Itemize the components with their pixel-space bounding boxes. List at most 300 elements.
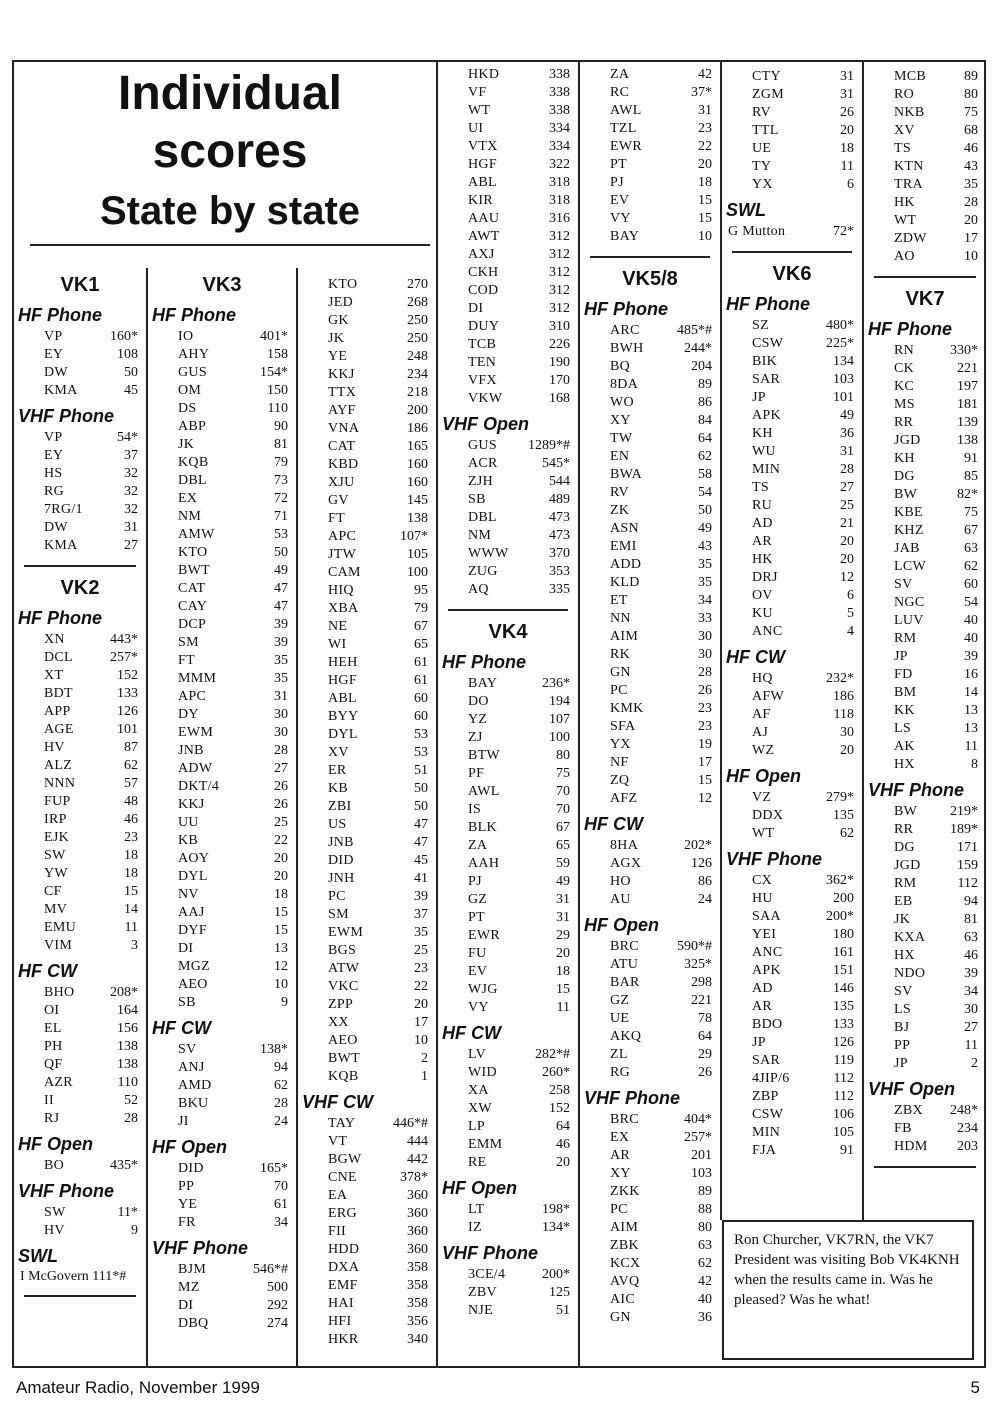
score: 15 — [698, 193, 712, 208]
score-row — [300, 744, 434, 762]
score: 9 — [281, 995, 288, 1010]
callsign: JNB — [178, 743, 204, 758]
callsign: HU — [752, 891, 773, 906]
callsign: RE — [468, 1155, 487, 1170]
callsign: WID — [468, 1065, 497, 1080]
score: 89 — [698, 377, 712, 392]
score-row — [300, 708, 434, 726]
score: 250 — [407, 331, 428, 346]
callsign: HDD — [328, 1242, 360, 1257]
score: 43 — [698, 539, 712, 554]
score: 45 — [124, 383, 138, 398]
callsign: VTX — [468, 139, 498, 154]
score: 125 — [549, 1285, 570, 1300]
score: 49 — [840, 408, 854, 423]
score: 189* — [950, 822, 978, 837]
state-vk5: VK5/8 — [622, 268, 678, 290]
score: 62 — [124, 758, 138, 773]
score: 86 — [698, 395, 712, 410]
score: 234 — [407, 367, 428, 382]
cat-vk6top-swl: SWL — [726, 200, 766, 220]
score-row — [866, 702, 984, 720]
score: 138* — [260, 1042, 288, 1057]
score: 340 — [407, 1332, 428, 1347]
score-row — [16, 631, 144, 649]
score-row — [16, 537, 144, 555]
callsign: KU — [752, 606, 773, 621]
score-row — [866, 594, 984, 612]
score-row — [866, 576, 984, 594]
score-row — [724, 407, 860, 425]
score: 138 — [117, 1039, 138, 1054]
callsign: FT — [178, 653, 195, 668]
score-row — [866, 486, 984, 504]
score-row — [150, 1160, 294, 1178]
score: 22 — [698, 139, 712, 154]
score-row — [440, 473, 576, 491]
score-row — [150, 382, 294, 400]
callsign: CSW — [752, 336, 784, 351]
callsign: AWL — [468, 784, 500, 799]
score: 62 — [840, 826, 854, 841]
callsign: AAU — [468, 211, 500, 226]
score-row — [866, 839, 984, 857]
score: 23 — [698, 701, 712, 716]
callsign: EV — [610, 193, 630, 208]
score-row — [16, 364, 144, 382]
score-row — [16, 667, 144, 685]
score: 60 — [414, 709, 428, 724]
callsign: BDT — [44, 686, 73, 701]
callsign: JP — [752, 390, 766, 405]
callsign: ET — [610, 593, 628, 608]
score-row — [582, 520, 718, 538]
score: 5 — [847, 606, 854, 621]
score: 67 — [414, 619, 428, 634]
callsign: SV — [894, 577, 913, 592]
score: 73 — [274, 473, 288, 488]
cat-vk2-hfphone: HF Phone — [18, 608, 102, 628]
score-row — [440, 981, 576, 999]
score-row — [724, 68, 860, 86]
callsign: NM — [468, 528, 492, 543]
callsign: GN — [610, 665, 631, 680]
callsign: LV — [468, 1047, 486, 1062]
callsign: HX — [894, 757, 915, 772]
score-row — [300, 330, 434, 348]
score-row — [866, 540, 984, 558]
score: 360 — [407, 1188, 428, 1203]
score: 67 — [964, 523, 978, 538]
score: 139 — [957, 415, 978, 430]
score-list — [150, 328, 294, 1012]
score-row — [582, 992, 718, 1010]
cat-vk5-hfcw: HF CW — [584, 814, 643, 834]
callsign: ADW — [178, 761, 213, 776]
score: 312 — [549, 247, 570, 262]
callsign: CAT — [328, 439, 356, 454]
score: 4 — [847, 624, 854, 639]
callsign: APK — [752, 963, 781, 978]
score: 112 — [833, 1071, 854, 1086]
cat-vk6-vhfphone: VHF Phone — [726, 849, 823, 869]
score-row — [724, 335, 860, 353]
score-row — [582, 84, 718, 102]
score-row — [300, 636, 434, 654]
callsign: EMI — [610, 539, 637, 554]
score-row — [724, 515, 860, 533]
score: 28 — [124, 1111, 138, 1126]
score-row — [724, 980, 860, 998]
score: 298 — [691, 975, 712, 990]
score: 71 — [274, 509, 288, 524]
callsign: KKJ — [328, 367, 355, 382]
score: 11 — [964, 739, 978, 754]
score-row — [16, 429, 144, 447]
callsign: ZKK — [610, 1184, 640, 1199]
callsign: DCL — [44, 650, 73, 665]
score-list — [440, 1201, 576, 1237]
callsign: BLK — [468, 820, 497, 835]
score: 544 — [549, 474, 570, 489]
score: 443* — [110, 632, 138, 647]
score-row — [582, 192, 718, 210]
score-row — [866, 738, 984, 756]
callsign: LUV — [894, 613, 924, 628]
score: 590*# — [677, 939, 712, 954]
score-row — [440, 711, 576, 729]
score: 203 — [957, 1139, 978, 1154]
score-row — [300, 546, 434, 564]
score: 17 — [964, 231, 978, 246]
score: 25 — [414, 943, 428, 958]
score: 112 — [833, 1089, 854, 1104]
callsign: VZ — [752, 790, 772, 805]
callsign: WT — [468, 103, 491, 118]
score-row — [440, 765, 576, 783]
score: 61 — [274, 1197, 288, 1212]
score-row — [300, 654, 434, 672]
callsign: VP — [44, 329, 63, 344]
score: 244* — [684, 341, 712, 356]
callsign: AXJ — [468, 247, 495, 262]
callsign: DUY — [468, 319, 500, 334]
callsign: FB — [894, 1121, 912, 1136]
score: 20 — [840, 534, 854, 549]
score: 26 — [274, 797, 288, 812]
score-row — [866, 1037, 984, 1055]
score: 54 — [698, 485, 712, 500]
score-row — [440, 1154, 576, 1172]
callsign: KTO — [178, 545, 208, 560]
score-row — [16, 793, 144, 811]
score: 107* — [400, 529, 428, 544]
score: 20 — [556, 946, 570, 961]
score: 47 — [274, 581, 288, 596]
score-row — [440, 390, 576, 408]
score: 45 — [414, 853, 428, 868]
score: 126 — [117, 704, 138, 719]
score-row — [300, 384, 434, 402]
callsign: AHY — [178, 347, 210, 362]
score: 10 — [274, 977, 288, 992]
callsign: II — [44, 1093, 54, 1108]
score-row — [300, 528, 434, 546]
score: 64 — [698, 1029, 712, 1044]
score-row — [724, 479, 860, 497]
score: 8 — [971, 757, 978, 772]
score-row — [866, 212, 984, 230]
score-row — [866, 756, 984, 774]
callsign: IO — [178, 329, 194, 344]
score-row — [440, 491, 576, 509]
callsign: LCW — [894, 559, 927, 574]
score: 118 — [833, 707, 854, 722]
callsign: DID — [328, 853, 354, 868]
score-row — [440, 675, 576, 693]
score: 62 — [698, 1256, 712, 1271]
score: 152 — [549, 1101, 570, 1116]
score: 23 — [414, 961, 428, 976]
score-row — [150, 454, 294, 472]
score-row — [582, 772, 718, 790]
score: 17 — [414, 1015, 428, 1030]
callsign: JGD — [894, 858, 921, 873]
score: 42 — [698, 1274, 712, 1289]
cat-vk3-vhfcw: VHF CW — [302, 1092, 373, 1112]
score: 60 — [414, 691, 428, 706]
callsign: HQ — [752, 671, 773, 686]
score-row — [582, 574, 718, 592]
score: 80 — [556, 748, 570, 763]
callsign: KTO — [328, 277, 358, 292]
callsign: YX — [752, 177, 773, 192]
score-row — [724, 1124, 860, 1142]
score-row — [440, 963, 576, 981]
score: 18 — [124, 848, 138, 863]
score: 81 — [274, 437, 288, 452]
score-row — [866, 893, 984, 911]
score: 34 — [698, 593, 712, 608]
score: 257* — [110, 650, 138, 665]
score-row — [150, 346, 294, 364]
score: 18 — [698, 175, 712, 190]
score: 446*# — [393, 1116, 428, 1131]
score: 338 — [549, 67, 570, 82]
score-row — [300, 1014, 434, 1032]
score: 202* — [684, 838, 712, 853]
score: 35 — [698, 575, 712, 590]
score-row — [724, 724, 860, 742]
score: 338 — [549, 85, 570, 100]
callsign: BHO — [44, 985, 75, 1000]
score-row — [582, 412, 718, 430]
score-row — [150, 1297, 294, 1315]
callsign: AWL — [610, 103, 642, 118]
callsign: BDO — [752, 1017, 783, 1032]
score: 14 — [124, 902, 138, 917]
callsign: COD — [468, 283, 499, 298]
score-row — [866, 558, 984, 576]
score: 62 — [964, 559, 978, 574]
score: 32 — [124, 484, 138, 499]
score: 23 — [124, 830, 138, 845]
score-list — [16, 1157, 144, 1175]
score: 152 — [117, 668, 138, 683]
score: 204 — [691, 359, 712, 374]
column-vk3-a — [150, 268, 294, 1333]
callsign: GN — [610, 1310, 631, 1325]
title-line-2: scores — [152, 125, 308, 178]
score-row — [150, 688, 294, 706]
score-row — [866, 176, 984, 194]
score-row — [16, 757, 144, 775]
score: 200* — [826, 909, 854, 924]
callsign: XY — [610, 1166, 631, 1181]
callsign: JAB — [894, 541, 920, 556]
score-row — [866, 720, 984, 738]
callsign: XT — [44, 668, 64, 683]
callsign: SM — [328, 907, 349, 922]
score: 14 — [964, 685, 978, 700]
score-list — [866, 803, 984, 1073]
callsign: KB — [178, 833, 199, 848]
score: 36 — [698, 1310, 712, 1325]
callsign: EJK — [44, 830, 70, 845]
score: 68 — [964, 123, 978, 138]
callsign: KB — [328, 781, 349, 796]
callsign: APC — [328, 529, 357, 544]
score: 53 — [274, 527, 288, 542]
score-row — [16, 1204, 144, 1222]
score: 360 — [407, 1206, 428, 1221]
callsign: MCB — [894, 69, 927, 84]
score-row — [866, 378, 984, 396]
callsign: DBQ — [178, 1316, 209, 1331]
score: 48 — [124, 794, 138, 809]
score-row — [16, 1038, 144, 1056]
score: 18 — [274, 887, 288, 902]
score-row — [440, 156, 576, 174]
score-row — [866, 122, 984, 140]
score-row — [150, 922, 294, 940]
score-list — [16, 1204, 144, 1240]
score-row — [866, 158, 984, 176]
score-row — [866, 1138, 984, 1156]
score-row — [150, 1095, 294, 1113]
score-row — [866, 468, 984, 486]
score: 108 — [117, 347, 138, 362]
callsign: SZ — [752, 318, 769, 333]
callsign: AGE — [44, 722, 74, 737]
score-row — [582, 592, 718, 610]
score: 100 — [549, 730, 570, 745]
score-row — [16, 519, 144, 537]
callsign: GV — [328, 493, 349, 508]
callsign: ZA — [468, 838, 488, 853]
score: 17 — [698, 755, 712, 770]
callsign: 3CE/4 — [468, 1267, 506, 1282]
callsign: ZJH — [468, 474, 494, 489]
score-list — [16, 631, 144, 955]
score-row — [866, 342, 984, 360]
score: 356 — [407, 1314, 428, 1329]
callsign: VP — [44, 430, 63, 445]
score: 160* — [110, 329, 138, 344]
score-row — [150, 940, 294, 958]
callsign: FT — [328, 511, 345, 526]
score: 20 — [414, 997, 428, 1012]
score-row — [582, 322, 718, 340]
score-row — [724, 389, 860, 407]
score-row — [866, 983, 984, 1001]
callsign: KMA — [44, 538, 78, 553]
callsign: EWM — [328, 925, 364, 940]
score-row — [866, 1102, 984, 1120]
score-row — [150, 1214, 294, 1232]
cat-vk6-hfcw: HF CW — [726, 647, 785, 667]
score-row — [724, 605, 860, 623]
callsign: RV — [752, 105, 771, 120]
callsign: FUP — [44, 794, 71, 809]
score: 378* — [400, 1170, 428, 1185]
score-row — [300, 1205, 434, 1223]
score-row — [440, 264, 576, 282]
score-row — [582, 376, 718, 394]
score-row — [440, 1046, 576, 1064]
callsign: DKT/4 — [178, 779, 220, 794]
score-row — [582, 358, 718, 376]
score: 40 — [698, 1292, 712, 1307]
score-row — [16, 483, 144, 501]
callsign: MGZ — [178, 959, 211, 974]
score: 63 — [964, 541, 978, 556]
score-row — [866, 911, 984, 929]
score-list — [150, 1261, 294, 1333]
column-vk1-vk2 — [16, 268, 144, 1307]
callsign: RC — [610, 85, 630, 100]
callsign: ABP — [178, 419, 207, 434]
callsign: GUS — [178, 365, 207, 380]
cat-vk3-vhfphone: VHF Phone — [152, 1238, 249, 1258]
score-row — [16, 1092, 144, 1110]
callsign: DS — [178, 401, 197, 416]
score-row — [300, 906, 434, 924]
score-list — [440, 1266, 576, 1320]
score-row — [16, 328, 144, 346]
callsign: CKH — [468, 265, 499, 280]
callsign: XA — [468, 1083, 489, 1098]
score-row — [440, 1082, 576, 1100]
callsign: KBE — [894, 505, 923, 520]
score-row — [440, 729, 576, 747]
score-row — [16, 829, 144, 847]
cat-vk4-hfphone: HF Phone — [442, 652, 526, 672]
callsign: ERG — [328, 1206, 357, 1221]
callsign: AR — [610, 1148, 631, 1163]
score-row — [440, 783, 576, 801]
score-row — [150, 706, 294, 724]
callsign: AAH — [468, 856, 500, 871]
score: 37 — [414, 907, 428, 922]
score: 370 — [549, 546, 570, 561]
score-row — [150, 562, 294, 580]
score-row — [582, 628, 718, 646]
score: 31 — [840, 69, 854, 84]
callsign: ZPP — [328, 997, 354, 1012]
score-row — [150, 760, 294, 778]
callsign: HGF — [328, 673, 357, 688]
